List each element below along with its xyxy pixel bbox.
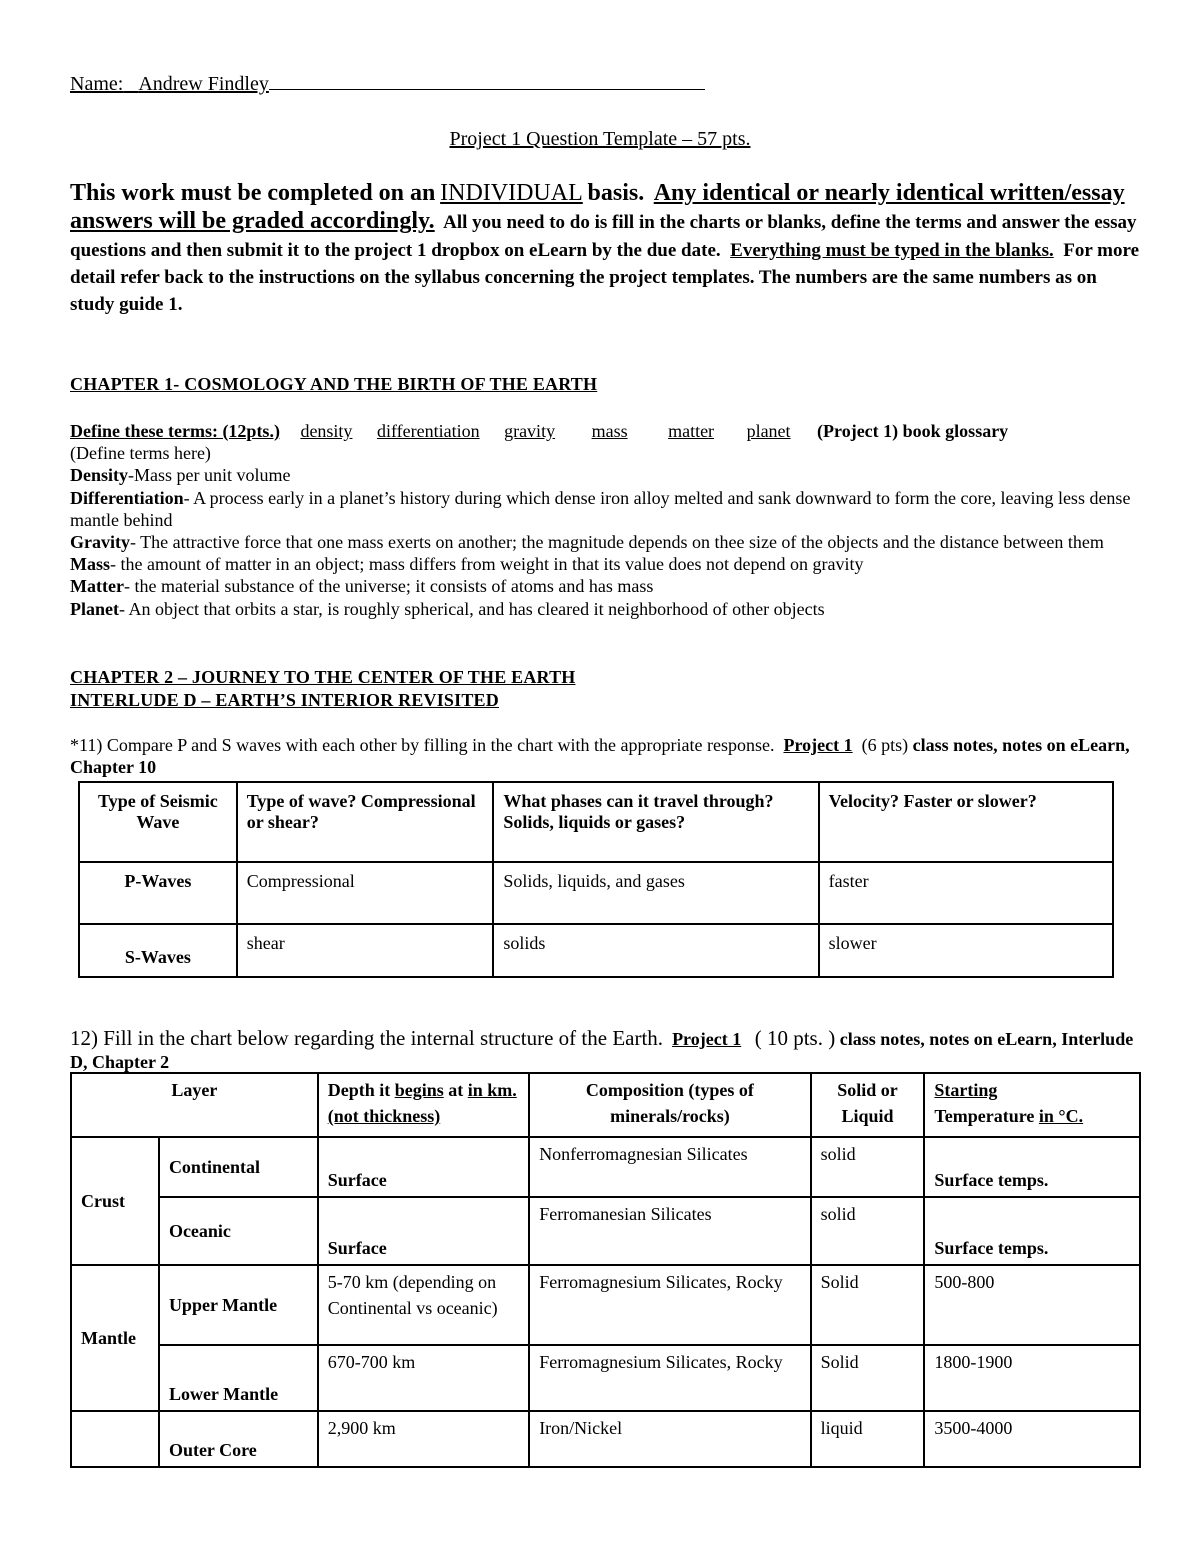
table-row bbox=[71, 1197, 1140, 1265]
q12-refs: class notes, notes on eLearn, Interlude D, Chapter 2 bbox=[70, 1029, 1134, 1072]
layer-upper-mantle: Upper Mantle bbox=[159, 1265, 318, 1345]
upper-mantle-composition: Ferromagnesium Silicates, Rocky bbox=[529, 1265, 810, 1345]
intro-individual: INDIVIDUAL bbox=[440, 180, 583, 206]
lower-mantle-state: Solid bbox=[811, 1345, 925, 1411]
define-note: (Define terms here) bbox=[70, 443, 211, 464]
intro-warning: Any identical or nearly identical written/essay answers will be graded accordingly. bbox=[70, 180, 1125, 235]
table-row bbox=[71, 1137, 1140, 1197]
name-blank bbox=[269, 75, 705, 90]
chapter2-heading: CHAPTER 2 – JOURNEY TO THE CENTER OF THE EARTH bbox=[70, 667, 576, 687]
term-planet: planet bbox=[746, 421, 791, 441]
s-waves-velocity: slower bbox=[819, 924, 1113, 977]
table-header-row bbox=[79, 782, 1113, 862]
q11-points: (6 pts) bbox=[861, 735, 909, 755]
table-row bbox=[71, 1265, 1140, 1345]
term-gravity: gravity bbox=[504, 421, 556, 441]
lower-mantle-temp: 1800-1900 bbox=[924, 1345, 1140, 1411]
header-composition: Composition (types of minerals/rocks) bbox=[529, 1073, 810, 1137]
layer-oceanic: Oceanic bbox=[159, 1197, 318, 1265]
interlude-d-heading: INTERLUDE D – EARTH’S INTERIOR REVISITED bbox=[70, 690, 499, 710]
q11-prompt: *11) Compare P and S waves with each other by filling in the chart with the appropriate response. bbox=[70, 735, 775, 755]
seismic-waves-table bbox=[78, 781, 1114, 978]
q12-project: Project 1 bbox=[672, 1029, 742, 1049]
outer-core-temp: 3500-4000 bbox=[924, 1411, 1140, 1467]
header-type-of-wave: Type of wave? Compressional or shear? bbox=[237, 782, 494, 862]
upper-mantle-state: Solid bbox=[811, 1265, 925, 1345]
header-solid-or-liquid: Solid or Liquid bbox=[811, 1073, 925, 1137]
lower-mantle-depth: 670-700 km bbox=[318, 1345, 529, 1411]
define-label: Define these terms: (12pts.) bbox=[70, 421, 280, 441]
table-header-row bbox=[71, 1073, 1140, 1137]
p-waves-type: Compressional bbox=[237, 862, 494, 924]
layer-outer-core: Outer Core bbox=[159, 1411, 318, 1467]
name-line bbox=[70, 73, 705, 96]
page-title: Project 1 Question Template – 57 pts. bbox=[449, 128, 751, 150]
continental-temp: Surface temps. bbox=[924, 1137, 1140, 1197]
oceanic-composition: Ferromanesian Silicates bbox=[529, 1197, 810, 1265]
intro-paragraph bbox=[70, 180, 1140, 318]
layer-continental: Continental bbox=[159, 1137, 318, 1197]
q12-points: ( 10 pts. ) bbox=[754, 1026, 836, 1050]
table-row bbox=[79, 924, 1113, 977]
p-waves-label: P-Waves bbox=[79, 862, 237, 924]
upper-mantle-depth: 5-70 km (depending on Continental vs oceanic) bbox=[318, 1265, 529, 1345]
header-phases: What phases can it travel through? Solids, liquids or gases? bbox=[493, 782, 818, 862]
intro-text-2: basis. bbox=[587, 180, 645, 206]
q11-refs: class notes, notes on eLearn, Chapter 10 bbox=[70, 735, 1130, 777]
continental-state: solid bbox=[811, 1137, 925, 1197]
continental-depth: Surface bbox=[318, 1137, 529, 1197]
outer-core-composition: Iron/Nickel bbox=[529, 1411, 810, 1467]
chapter1-heading: CHAPTER 1- COSMOLOGY AND THE BIRTH OF THE EARTH bbox=[70, 374, 598, 394]
header-type-of-seismic-wave: Type of Seismic Wave bbox=[79, 782, 237, 862]
name-value: Andrew Findley bbox=[138, 73, 269, 95]
oceanic-depth: Surface bbox=[318, 1197, 529, 1265]
layer-lower-mantle: Lower Mantle bbox=[159, 1345, 318, 1411]
outer-core-depth: 2,900 km bbox=[318, 1411, 529, 1467]
oceanic-temp: Surface temps. bbox=[924, 1197, 1140, 1265]
q12-prompt: 12) Fill in the chart below regarding the internal structure of the Earth. bbox=[70, 1026, 664, 1050]
intro-typed-note: Everything must be typed in the blanks. bbox=[730, 239, 1054, 261]
q11-project: Project 1 bbox=[783, 735, 853, 755]
define-terms-block bbox=[70, 420, 1140, 620]
name-label: Name: bbox=[70, 73, 124, 95]
intro-instructions: All you need to do is fill in the charts or blanks, define the terms and answer the essay questions and then submit it to the project 1 dropbox on eLearn by the due date. bbox=[70, 212, 1137, 261]
glossary-ref: (Project 1) book glossary bbox=[817, 421, 1009, 441]
intro-more-detail: For more detail refer back to the instructions on the syllabus concerning the project templates. The numbers are the same numbers as on study guide 1. bbox=[70, 239, 1140, 316]
s-waves-type: shear bbox=[237, 924, 494, 977]
group-crust: Crust bbox=[71, 1137, 159, 1265]
table-row bbox=[71, 1411, 1140, 1467]
s-waves-phases: solids bbox=[493, 924, 818, 977]
definition-matter: Matter- the material substance of the universe; it consists of atoms and has mass bbox=[70, 576, 654, 597]
oceanic-state: solid bbox=[811, 1197, 925, 1265]
header-velocity: Velocity? Faster or slower? bbox=[819, 782, 1113, 862]
terms-row bbox=[70, 420, 1140, 442]
p-waves-phases: Solids, liquids, and gases bbox=[493, 862, 818, 924]
definition-mass: Mass- the amount of matter in an object; mass differs from weight in that its value does not depend on gravity bbox=[70, 554, 864, 575]
lower-mantle-composition: Ferromagnesium Silicates, Rocky bbox=[529, 1345, 810, 1411]
upper-mantle-temp: 500-800 bbox=[924, 1265, 1140, 1345]
table-row bbox=[71, 1345, 1140, 1411]
header-temperature: Starting Temperature in °C. bbox=[924, 1073, 1140, 1137]
term-differentiation: differentiation bbox=[376, 421, 480, 441]
earth-structure-table bbox=[70, 1072, 1141, 1468]
outer-core-group-cell bbox=[71, 1411, 159, 1467]
question-12 bbox=[70, 1027, 1135, 1074]
header-depth: Depth it begins at in km. (not thickness) bbox=[318, 1073, 529, 1137]
header-layer: Layer bbox=[71, 1073, 318, 1137]
intro-text-1: This work must be completed on an bbox=[70, 180, 436, 206]
definition-differentiation: Differentiation- A process early in a planet’s history during which dense iron alloy melted and sank downward to form the core, leaving less dense mantle behind bbox=[70, 487, 1131, 530]
s-waves-label: S-Waves bbox=[79, 924, 237, 977]
table-row bbox=[79, 862, 1113, 924]
outer-core-state: liquid bbox=[811, 1411, 925, 1467]
term-density: density bbox=[300, 421, 353, 441]
definition-gravity: Gravity- The attractive force that one mass exerts on another; the magnitude depends on thee size of the objects and the distance between them bbox=[70, 532, 1104, 553]
definition-planet: Planet- An object that orbits a star, is roughly spherical, and has cleared it neighborhood of other objects bbox=[70, 598, 825, 619]
definition-density: Density-Mass per unit volume bbox=[70, 465, 291, 486]
term-mass: mass bbox=[591, 421, 628, 441]
term-matter: matter bbox=[668, 421, 715, 441]
continental-composition: Nonferromagnesian Silicates bbox=[529, 1137, 810, 1197]
p-waves-velocity: faster bbox=[819, 862, 1113, 924]
group-mantle: Mantle bbox=[71, 1265, 159, 1411]
question-11 bbox=[70, 735, 1135, 778]
